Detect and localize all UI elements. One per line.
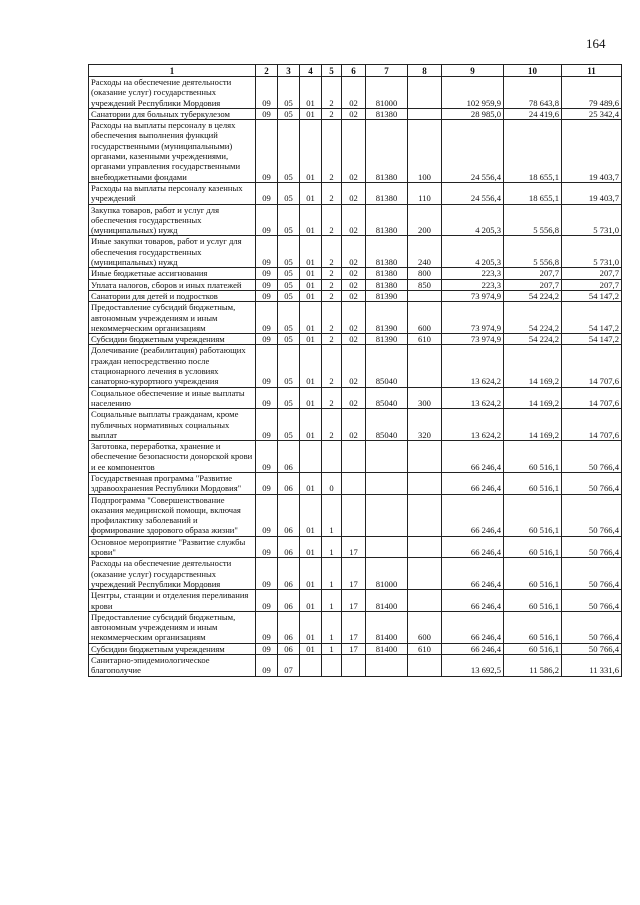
amount-col-10-cell: 60 516,1 — [504, 536, 562, 558]
program-code-cell: 1 — [322, 590, 342, 612]
target-item-code-cell: 81380 — [366, 268, 408, 279]
subprogram-code-cell — [342, 655, 366, 677]
subsection-code-cell: 01 — [300, 345, 322, 387]
amount-col-9-cell: 66 246,4 — [442, 590, 504, 612]
item-name-cell: Иные бюджетные ассигнования — [89, 268, 256, 279]
amount-col-10-cell: 60 516,1 — [504, 611, 562, 643]
amount-col-11-cell: 25 342,4 — [562, 108, 622, 119]
expense-type-code-cell: 240 — [408, 236, 442, 268]
amount-col-9-cell: 13 624,2 — [442, 387, 504, 409]
program-code-cell: 1 — [322, 494, 342, 536]
item-name-cell: Субсидии бюджетным учреждениям — [89, 334, 256, 345]
target-item-code-cell — [366, 441, 408, 473]
amount-col-11-cell: 14 707,6 — [562, 387, 622, 409]
budget-table — [88, 64, 622, 677]
subprogram-code-cell: 02 — [342, 236, 366, 268]
subprogram-code-cell — [342, 472, 366, 494]
program-code-cell: 2 — [322, 279, 342, 290]
ministry-code-cell: 09 — [256, 108, 278, 119]
amount-col-9-cell: 66 246,4 — [442, 558, 504, 590]
ministry-code-cell: 09 — [256, 77, 278, 109]
expense-type-code-cell — [408, 108, 442, 119]
column-header-1: 1 — [89, 65, 256, 77]
ministry-code-cell: 09 — [256, 441, 278, 473]
table-row — [89, 590, 622, 612]
amount-col-11-cell: 19 403,7 — [562, 182, 622, 204]
subprogram-code-cell: 02 — [342, 108, 366, 119]
item-name-cell: Расходы на выплаты персоналу в целях обеспечения выполнения функций государственными (муниципальными) органами, казенными учреждениями, органами управления государственными внебюджетными фондами — [89, 120, 256, 183]
table-row — [89, 655, 622, 677]
subsection-code-cell: 01 — [300, 536, 322, 558]
subsection-code-cell: 01 — [300, 611, 322, 643]
subsection-code-cell: 01 — [300, 409, 322, 441]
subsection-code-cell: 01 — [300, 279, 322, 290]
amount-col-9-cell: 13 624,2 — [442, 409, 504, 441]
amount-col-10-cell: 54 224,2 — [504, 334, 562, 345]
target-item-code-cell: 81390 — [366, 334, 408, 345]
section-code-cell: 06 — [278, 590, 300, 612]
item-name-cell: Подпрограмма "Совершенствование оказания медицинской помощи, включая профилактику заболеваний и формирование здорового образа жизни" — [89, 494, 256, 536]
amount-col-11-cell: 11 331,6 — [562, 655, 622, 677]
amount-col-10-cell: 5 556,8 — [504, 236, 562, 268]
table-row — [89, 334, 622, 345]
ministry-code-cell: 09 — [256, 536, 278, 558]
section-code-cell: 05 — [278, 182, 300, 204]
subprogram-code-cell: 17 — [342, 590, 366, 612]
amount-col-9-cell: 73 974,9 — [442, 302, 504, 334]
expense-type-code-cell: 600 — [408, 302, 442, 334]
table-row — [89, 182, 622, 204]
subsection-code-cell: 01 — [300, 77, 322, 109]
subprogram-code-cell: 02 — [342, 120, 366, 183]
amount-col-9-cell: 66 246,4 — [442, 611, 504, 643]
item-name-cell: Заготовка, переработка, хранение и обеспечение безопасности донорской крови и ее компонентов — [89, 441, 256, 473]
target-item-code-cell: 85040 — [366, 387, 408, 409]
program-code-cell: 2 — [322, 302, 342, 334]
amount-col-10-cell: 18 655,1 — [504, 182, 562, 204]
item-name-cell: Уплата налогов, сборов и иных платежей — [89, 279, 256, 290]
amount-col-10-cell: 14 169,2 — [504, 345, 562, 387]
item-name-cell: Санитарно-эпидемиологическое благополучие — [89, 655, 256, 677]
expense-type-code-cell — [408, 441, 442, 473]
ministry-code-cell: 09 — [256, 655, 278, 677]
column-header-4: 4 — [300, 65, 322, 77]
amount-col-11-cell: 54 147,2 — [562, 290, 622, 301]
expense-type-code-cell: 800 — [408, 268, 442, 279]
ministry-code-cell: 09 — [256, 279, 278, 290]
subsection-code-cell: 01 — [300, 268, 322, 279]
target-item-code-cell: 81000 — [366, 558, 408, 590]
amount-col-9-cell: 24 556,4 — [442, 120, 504, 183]
expense-type-code-cell: 300 — [408, 387, 442, 409]
subsection-code-cell: 01 — [300, 182, 322, 204]
subprogram-code-cell: 02 — [342, 268, 366, 279]
subsection-code-cell — [300, 655, 322, 677]
item-name-cell: Центры, станции и отделения переливания крови — [89, 590, 256, 612]
expense-type-code-cell — [408, 558, 442, 590]
subsection-code-cell — [300, 441, 322, 473]
table-row — [89, 204, 622, 236]
amount-col-11-cell: 207,7 — [562, 268, 622, 279]
amount-col-11-cell: 14 707,6 — [562, 409, 622, 441]
table-body — [89, 77, 622, 677]
section-code-cell: 06 — [278, 536, 300, 558]
table-row — [89, 643, 622, 654]
subsection-code-cell: 01 — [300, 236, 322, 268]
target-item-code-cell: 81400 — [366, 643, 408, 654]
amount-col-10-cell: 207,7 — [504, 268, 562, 279]
table-row — [89, 302, 622, 334]
subprogram-code-cell: 02 — [342, 345, 366, 387]
expense-type-code-cell: 320 — [408, 409, 442, 441]
column-header-11: 11 — [562, 65, 622, 77]
expense-type-code-cell — [408, 472, 442, 494]
subsection-code-cell: 01 — [300, 494, 322, 536]
section-code-cell: 05 — [278, 77, 300, 109]
subprogram-code-cell: 02 — [342, 334, 366, 345]
program-code-cell: 0 — [322, 472, 342, 494]
item-name-cell: Расходы на обеспечение деятельности (оказание услуг) государственных учреждений Республики Мордовия — [89, 558, 256, 590]
item-name-cell: Санатории для детей и подростков — [89, 290, 256, 301]
program-code-cell: 2 — [322, 182, 342, 204]
section-code-cell: 05 — [278, 302, 300, 334]
ministry-code-cell: 09 — [256, 290, 278, 301]
amount-col-10-cell: 5 556,8 — [504, 204, 562, 236]
expense-type-code-cell: 200 — [408, 204, 442, 236]
ministry-code-cell: 09 — [256, 236, 278, 268]
ministry-code-cell: 09 — [256, 345, 278, 387]
column-header-3: 3 — [278, 65, 300, 77]
amount-col-9-cell: 73 974,9 — [442, 334, 504, 345]
item-name-cell: Санатории для больных туберкулезом — [89, 108, 256, 119]
expense-type-code-cell: 110 — [408, 182, 442, 204]
program-code-cell: 2 — [322, 334, 342, 345]
subprogram-code-cell: 02 — [342, 204, 366, 236]
item-name-cell: Основное мероприятие "Развитие службы крови" — [89, 536, 256, 558]
program-code-cell: 1 — [322, 643, 342, 654]
program-code-cell: 2 — [322, 268, 342, 279]
section-code-cell: 07 — [278, 655, 300, 677]
target-item-code-cell: 85040 — [366, 409, 408, 441]
target-item-code-cell — [366, 655, 408, 677]
section-code-cell: 06 — [278, 643, 300, 654]
table-row — [89, 279, 622, 290]
amount-col-10-cell: 18 655,1 — [504, 120, 562, 183]
amount-col-11-cell: 50 766,4 — [562, 590, 622, 612]
program-code-cell: 2 — [322, 204, 342, 236]
table-row — [89, 611, 622, 643]
expense-type-code-cell — [408, 77, 442, 109]
column-header-9: 9 — [442, 65, 504, 77]
item-name-cell: Государственная программа "Развитие здравоохранения Республики Мордовия" — [89, 472, 256, 494]
amount-col-10-cell: 60 516,1 — [504, 472, 562, 494]
amount-col-11-cell: 50 766,4 — [562, 441, 622, 473]
subprogram-code-cell — [342, 494, 366, 536]
ministry-code-cell: 09 — [256, 643, 278, 654]
target-item-code-cell: 81380 — [366, 182, 408, 204]
table-row — [89, 268, 622, 279]
amount-col-11-cell: 5 731,0 — [562, 204, 622, 236]
target-item-code-cell: 81380 — [366, 108, 408, 119]
section-code-cell: 05 — [278, 279, 300, 290]
subsection-code-cell: 01 — [300, 472, 322, 494]
program-code-cell — [322, 655, 342, 677]
column-header-8: 8 — [408, 65, 442, 77]
header-row — [89, 65, 622, 77]
ministry-code-cell: 09 — [256, 558, 278, 590]
amount-col-11-cell: 50 766,4 — [562, 558, 622, 590]
item-name-cell: Социальное обеспечение и иные выплаты населению — [89, 387, 256, 409]
program-code-cell: 2 — [322, 236, 342, 268]
amount-col-11-cell: 14 707,6 — [562, 345, 622, 387]
target-item-code-cell: 81400 — [366, 590, 408, 612]
table-row — [89, 558, 622, 590]
program-code-cell: 1 — [322, 536, 342, 558]
target-item-code-cell — [366, 472, 408, 494]
amount-col-9-cell: 66 246,4 — [442, 494, 504, 536]
ministry-code-cell: 09 — [256, 611, 278, 643]
ministry-code-cell: 09 — [256, 387, 278, 409]
section-code-cell: 06 — [278, 558, 300, 590]
subsection-code-cell: 01 — [300, 290, 322, 301]
program-code-cell: 2 — [322, 409, 342, 441]
section-code-cell: 05 — [278, 268, 300, 279]
amount-col-10-cell: 60 516,1 — [504, 441, 562, 473]
subprogram-code-cell: 17 — [342, 611, 366, 643]
subsection-code-cell: 01 — [300, 558, 322, 590]
amount-col-9-cell: 24 556,4 — [442, 182, 504, 204]
target-item-code-cell: 81380 — [366, 279, 408, 290]
subprogram-code-cell: 02 — [342, 290, 366, 301]
amount-col-9-cell: 223,3 — [442, 279, 504, 290]
amount-col-9-cell: 102 959,9 — [442, 77, 504, 109]
amount-col-9-cell: 28 985,0 — [442, 108, 504, 119]
column-header-10: 10 — [504, 65, 562, 77]
amount-col-11-cell: 50 766,4 — [562, 472, 622, 494]
amount-col-10-cell: 60 516,1 — [504, 558, 562, 590]
subprogram-code-cell: 02 — [342, 77, 366, 109]
table-row — [89, 441, 622, 473]
expense-type-code-cell — [408, 590, 442, 612]
subprogram-code-cell: 02 — [342, 279, 366, 290]
target-item-code-cell: 85040 — [366, 345, 408, 387]
column-header-6: 6 — [342, 65, 366, 77]
amount-col-10-cell: 60 516,1 — [504, 494, 562, 536]
amount-col-9-cell: 66 246,4 — [442, 536, 504, 558]
subsection-code-cell: 01 — [300, 590, 322, 612]
expense-type-code-cell — [408, 494, 442, 536]
expense-type-code-cell: 100 — [408, 120, 442, 183]
amount-col-11-cell: 207,7 — [562, 279, 622, 290]
target-item-code-cell: 81380 — [366, 204, 408, 236]
amount-col-11-cell: 54 147,2 — [562, 334, 622, 345]
section-code-cell: 06 — [278, 441, 300, 473]
amount-col-10-cell: 54 224,2 — [504, 302, 562, 334]
amount-col-11-cell: 50 766,4 — [562, 611, 622, 643]
amount-col-10-cell: 60 516,1 — [504, 590, 562, 612]
expense-type-code-cell — [408, 536, 442, 558]
table-row — [89, 120, 622, 183]
ministry-code-cell: 09 — [256, 334, 278, 345]
amount-col-9-cell: 66 246,4 — [442, 643, 504, 654]
program-code-cell: 2 — [322, 108, 342, 119]
ministry-code-cell: 09 — [256, 268, 278, 279]
item-name-cell: Предоставление субсидий бюджетным, автономным учреждениям и иным некоммерческим организациям — [89, 302, 256, 334]
table-row — [89, 472, 622, 494]
subsection-code-cell: 01 — [300, 334, 322, 345]
amount-col-9-cell: 223,3 — [442, 268, 504, 279]
section-code-cell: 05 — [278, 345, 300, 387]
ministry-code-cell: 09 — [256, 472, 278, 494]
ministry-code-cell: 09 — [256, 120, 278, 183]
amount-col-11-cell: 50 766,4 — [562, 643, 622, 654]
table-row — [89, 236, 622, 268]
subprogram-code-cell: 17 — [342, 558, 366, 590]
expense-type-code-cell — [408, 345, 442, 387]
target-item-code-cell: 81000 — [366, 77, 408, 109]
section-code-cell: 05 — [278, 204, 300, 236]
subprogram-code-cell: 17 — [342, 536, 366, 558]
target-item-code-cell — [366, 536, 408, 558]
amount-col-9-cell: 66 246,4 — [442, 472, 504, 494]
table-row — [89, 494, 622, 536]
amount-col-11-cell: 5 731,0 — [562, 236, 622, 268]
amount-col-9-cell: 4 205,3 — [442, 204, 504, 236]
subprogram-code-cell: 02 — [342, 182, 366, 204]
amount-col-10-cell: 14 169,2 — [504, 409, 562, 441]
target-item-code-cell: 81390 — [366, 302, 408, 334]
program-code-cell: 1 — [322, 558, 342, 590]
subsection-code-cell: 01 — [300, 120, 322, 183]
section-code-cell: 05 — [278, 387, 300, 409]
section-code-cell: 06 — [278, 472, 300, 494]
amount-col-9-cell: 73 974,9 — [442, 290, 504, 301]
table-row — [89, 536, 622, 558]
page-number: 164 — [586, 36, 606, 51]
amount-col-9-cell: 4 205,3 — [442, 236, 504, 268]
target-item-code-cell: 81390 — [366, 290, 408, 301]
expense-type-code-cell — [408, 655, 442, 677]
section-code-cell: 06 — [278, 494, 300, 536]
amount-col-11-cell: 19 403,7 — [562, 120, 622, 183]
amount-col-10-cell: 78 643,8 — [504, 77, 562, 109]
table-row — [89, 108, 622, 119]
table-row — [89, 387, 622, 409]
amount-col-9-cell: 66 246,4 — [442, 441, 504, 473]
section-code-cell: 05 — [278, 334, 300, 345]
target-item-code-cell: 81400 — [366, 611, 408, 643]
amount-col-10-cell: 14 169,2 — [504, 387, 562, 409]
expense-type-code-cell: 850 — [408, 279, 442, 290]
section-code-cell: 06 — [278, 611, 300, 643]
item-name-cell: Иные закупки товаров, работ и услуг для обеспечения государственных (муниципальных) нужд — [89, 236, 256, 268]
item-name-cell: Предоставление субсидий бюджетным, автономным учреждениям и иным некоммерческим организациям — [89, 611, 256, 643]
item-name-cell: Субсидии бюджетным учреждениям — [89, 643, 256, 654]
subsection-code-cell: 01 — [300, 108, 322, 119]
item-name-cell: Социальные выплаты гражданам, кроме публичных нормативных социальных выплат — [89, 409, 256, 441]
program-code-cell — [322, 441, 342, 473]
section-code-cell: 05 — [278, 409, 300, 441]
program-code-cell: 2 — [322, 387, 342, 409]
amount-col-10-cell: 11 586,2 — [504, 655, 562, 677]
subprogram-code-cell: 17 — [342, 643, 366, 654]
program-code-cell: 2 — [322, 290, 342, 301]
program-code-cell: 1 — [322, 611, 342, 643]
ministry-code-cell: 09 — [256, 182, 278, 204]
amount-col-10-cell: 207,7 — [504, 279, 562, 290]
table-row — [89, 77, 622, 109]
section-code-cell: 05 — [278, 236, 300, 268]
ministry-code-cell: 09 — [256, 494, 278, 536]
expense-type-code-cell: 610 — [408, 643, 442, 654]
table-row — [89, 409, 622, 441]
item-name-cell: Закупка товаров, работ и услуг для обеспечения государственных (муниципальных) нужд — [89, 204, 256, 236]
amount-col-9-cell: 13 692,5 — [442, 655, 504, 677]
subprogram-code-cell: 02 — [342, 409, 366, 441]
column-header-5: 5 — [322, 65, 342, 77]
target-item-code-cell — [366, 494, 408, 536]
ministry-code-cell: 09 — [256, 409, 278, 441]
amount-col-11-cell: 50 766,4 — [562, 536, 622, 558]
amount-col-10-cell: 60 516,1 — [504, 643, 562, 654]
subprogram-code-cell: 02 — [342, 302, 366, 334]
ministry-code-cell: 09 — [256, 204, 278, 236]
ministry-code-cell: 09 — [256, 302, 278, 334]
table-row — [89, 290, 622, 301]
target-item-code-cell: 81380 — [366, 236, 408, 268]
subprogram-code-cell: 02 — [342, 387, 366, 409]
table-row — [89, 345, 622, 387]
target-item-code-cell: 81380 — [366, 120, 408, 183]
program-code-cell: 2 — [322, 77, 342, 109]
expense-type-code-cell — [408, 290, 442, 301]
expense-type-code-cell: 600 — [408, 611, 442, 643]
program-code-cell: 2 — [322, 120, 342, 183]
subsection-code-cell: 01 — [300, 643, 322, 654]
subsection-code-cell: 01 — [300, 204, 322, 236]
amount-col-11-cell: 54 147,2 — [562, 302, 622, 334]
column-header-7: 7 — [366, 65, 408, 77]
subsection-code-cell: 01 — [300, 302, 322, 334]
item-name-cell: Расходы на обеспечение деятельности (оказание услуг) государственных учреждений Республики Мордовия — [89, 77, 256, 109]
amount-col-11-cell: 50 766,4 — [562, 494, 622, 536]
program-code-cell: 2 — [322, 345, 342, 387]
section-code-cell: 05 — [278, 290, 300, 301]
amount-col-9-cell: 13 624,2 — [442, 345, 504, 387]
amount-col-11-cell: 79 489,6 — [562, 77, 622, 109]
item-name-cell: Расходы на выплаты персоналу казенных учреждений — [89, 182, 256, 204]
subsection-code-cell: 01 — [300, 387, 322, 409]
section-code-cell: 05 — [278, 108, 300, 119]
section-code-cell: 05 — [278, 120, 300, 183]
expense-type-code-cell: 610 — [408, 334, 442, 345]
amount-col-10-cell: 24 419,6 — [504, 108, 562, 119]
subprogram-code-cell — [342, 441, 366, 473]
amount-col-10-cell: 54 224,2 — [504, 290, 562, 301]
ministry-code-cell: 09 — [256, 590, 278, 612]
item-name-cell: Долечивание (реабилитация) работающих граждан непосредственно после стационарного лечения в условиях санаторно-курортного учреждения — [89, 345, 256, 387]
column-header-2: 2 — [256, 65, 278, 77]
